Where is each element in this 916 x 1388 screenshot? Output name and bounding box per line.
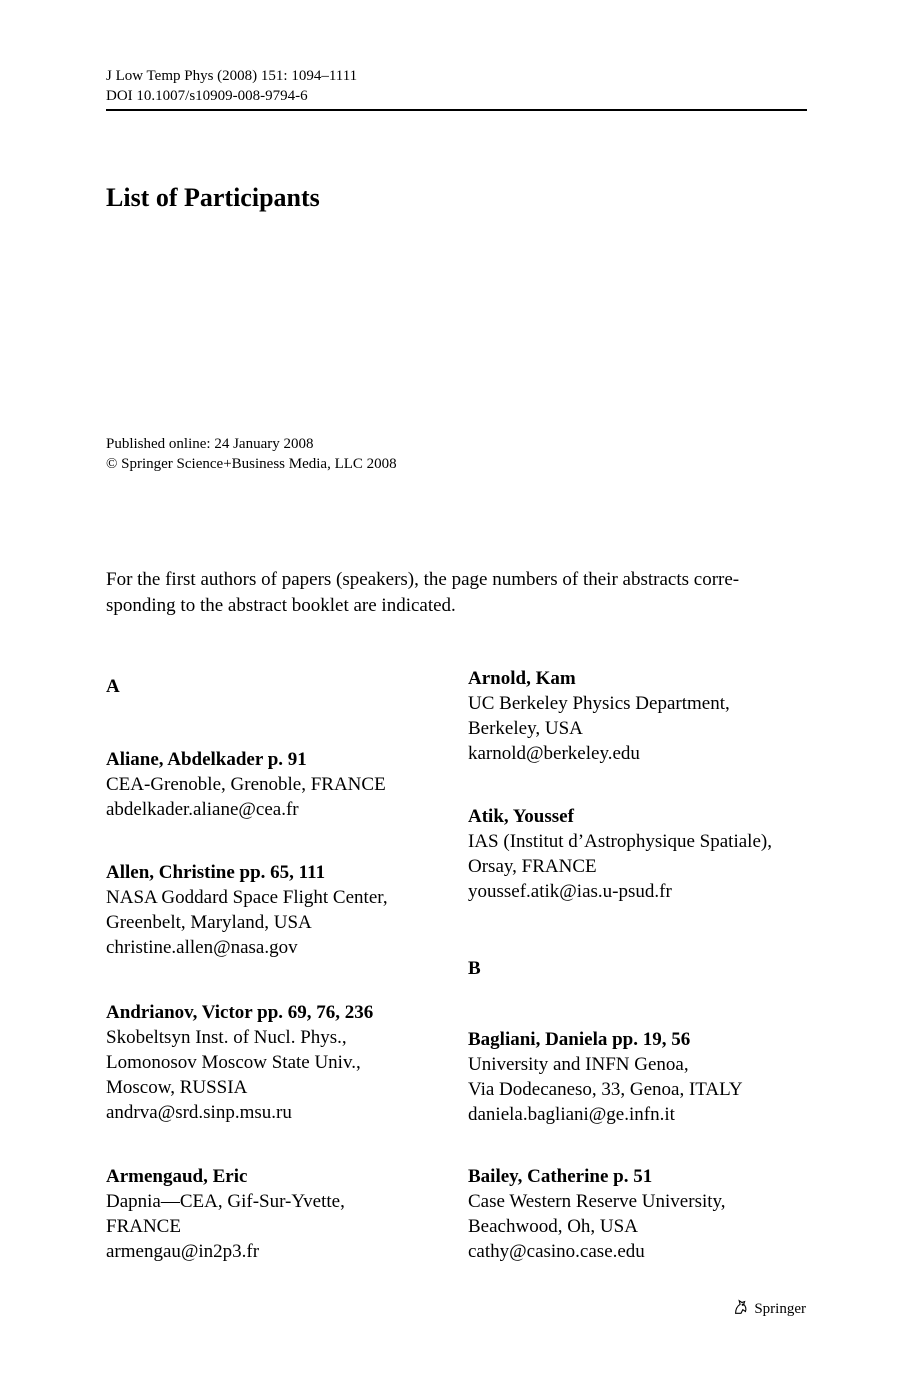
header-rule [106,109,807,111]
publication-info [106,434,397,474]
participant-entry [106,1164,345,1264]
participant-line: FRANCE [106,1216,181,1237]
intro-paragraph: For the first authors of papers (speakers), the page numbers of their abstracts corre-sponding to the abstract booklet are indicated. [106,569,740,616]
participant-line: UC Berkeley Physics Department, [468,693,730,714]
participant-name: Arnold, Kam [468,668,576,689]
publisher-name: Springer [754,1301,806,1317]
participant-entry [106,747,386,822]
participant-entry [106,1000,373,1125]
doi: DOI 10.1007/s10909-008-9794-6 [106,88,308,104]
participant-line: Skobeltsyn Inst. of Nucl. Phys., [106,1027,347,1048]
springer-horse-icon [732,1298,750,1321]
participant-email: abdelkader.aliane@cea.fr [106,799,299,820]
section-letter-b: B [468,958,481,979]
participant-line: Beachwood, Oh, USA [468,1216,638,1237]
publisher-footer [732,1298,806,1321]
participant-name: Armengaud, Eric [106,1166,248,1187]
participant-line: University and INFN Genoa, [468,1054,689,1075]
published-online: Published online: 24 January 2008 [106,436,314,452]
running-header [106,66,807,106]
participant-name: Andrianov, Victor pp. 69, 76, 236 [106,1002,374,1023]
participant-line: NASA Goddard Space Flight Center, [106,887,388,908]
participant-email: christine.allen@nasa.gov [106,937,298,958]
participant-name: Atik, Youssef [468,806,574,827]
participant-line: CEA-Grenoble, Grenoble, FRANCE [106,774,386,795]
participant-line: Orsay, FRANCE [468,856,597,877]
participant-entry [468,666,730,766]
participant-line: Moscow, RUSSIA [106,1077,248,1098]
participant-email: cathy@casino.case.edu [468,1241,645,1262]
participant-line: Lomonosov Moscow State Univ., [106,1052,361,1073]
participant-name: Bailey, Catherine p. 51 [468,1166,653,1187]
participant-line: Berkeley, USA [468,718,583,739]
copyright: © Springer Science+Business Media, LLC 2008 [106,456,397,472]
participant-line: Via Dodecaneso, 33, Genoa, ITALY [468,1079,743,1100]
participant-email: armengau@in2p3.fr [106,1241,260,1262]
section-letter-a: A [106,676,120,697]
participant-entry [468,1164,726,1264]
participant-line: Case Western Reserve University, [468,1191,726,1212]
participant-email: youssef.atik@ias.u-psud.fr [468,881,672,902]
journal-citation: J Low Temp Phys (2008) 151: 1094–1111 [106,68,358,84]
participant-email: daniela.bagliani@ge.infn.it [468,1104,675,1125]
participant-line: Dapnia—CEA, Gif-Sur-Yvette, [106,1191,345,1212]
participant-entry [468,1027,743,1127]
participant-email: karnold@berkeley.edu [468,743,640,764]
participant-line: Greenbelt, Maryland, USA [106,912,312,933]
participant-name: Allen, Christine pp. 65, 111 [106,862,326,883]
participant-name: Bagliani, Daniela pp. 19, 56 [468,1029,691,1050]
participant-line: IAS (Institut d’Astrophysique Spatiale), [468,831,772,852]
participant-email: andrva@srd.sinp.msu.ru [106,1102,292,1123]
participant-entry [468,804,772,904]
page-title: List of Participants [106,183,320,212]
participant-entry [106,860,388,960]
participant-name: Aliane, Abdelkader p. 91 [106,749,307,770]
